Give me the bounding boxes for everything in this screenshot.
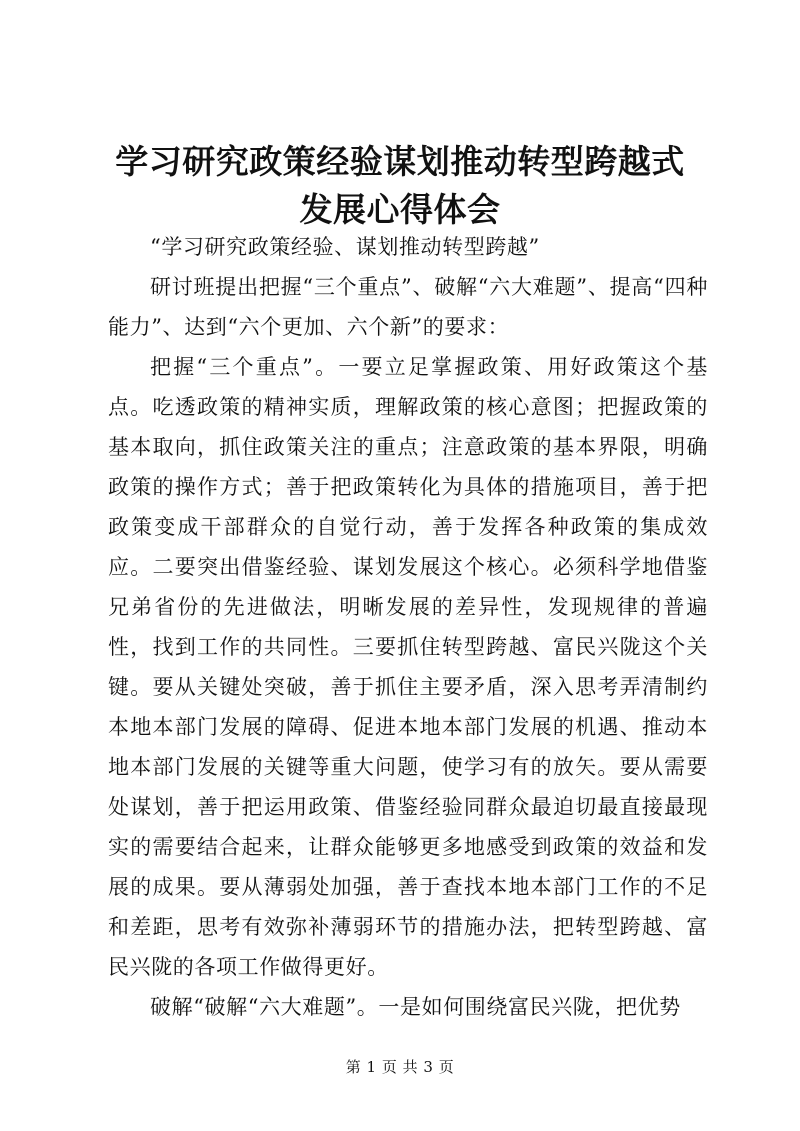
page-footer: 第 1 页 共 3 页 (345, 1058, 455, 1076)
document-body (108, 227, 708, 1027)
paragraph-intro: 研讨班提出把握“三个重点”、破解“六大难题”、提高“四种能力”、达到“六个更加、六个新”的要求： (108, 275, 708, 339)
paragraph-subtitle: “学习研究政策经验、谋划推动转型跨越” (150, 235, 540, 259)
document-title: 学习研究政策经验谋划推动转型跨越式发展心得体会 (115, 142, 685, 229)
paragraph-three-focus: 把握“三个重点”。一要立足掌握政策、用好政策这个基点。吃透政策的精神实质，理解政策的核心意图；把握政策的基本取向，抓住政策关注的重点；注意政策的基本界限，明确政策的操作方式；善于把政策转化为具体的措施项目，善于把政策变成干部群众的自觉行动，善于发挥各种政策的集成效应。二要突出借鉴经验、谋划发展这个核心。必须科学地借鉴兄弟省份的先进做法，明晰发展的差异性，发现规律的普遍性，找到工作的共同性。三要抓住转型跨越、富民兴陇这个关键。要从关键处突破，善于抓住主要矛盾，深入思考弄清制约本地本部门发展的障碍、促进本地本部门发展的机遇、推动本地本部门发展的关键等重大问题，使学习有的放矢。要从需要处谋划，善于把运用政策、借鉴经验同群众最迫切最直接最现实的需要结合起来，让群众能够更多地感受到政策的效益和发展的成果。要从薄弱处加强，善于查找本地本部门工作的不足和差距，思考有效弥补薄弱环节的措施办法，把转型跨越、富民兴陇的各项工作做得更好。 (108, 355, 708, 979)
paragraph-six-problems: 破解“破解“六大难题”。一是如何围绕富民兴陇，把优势 (150, 995, 681, 1019)
